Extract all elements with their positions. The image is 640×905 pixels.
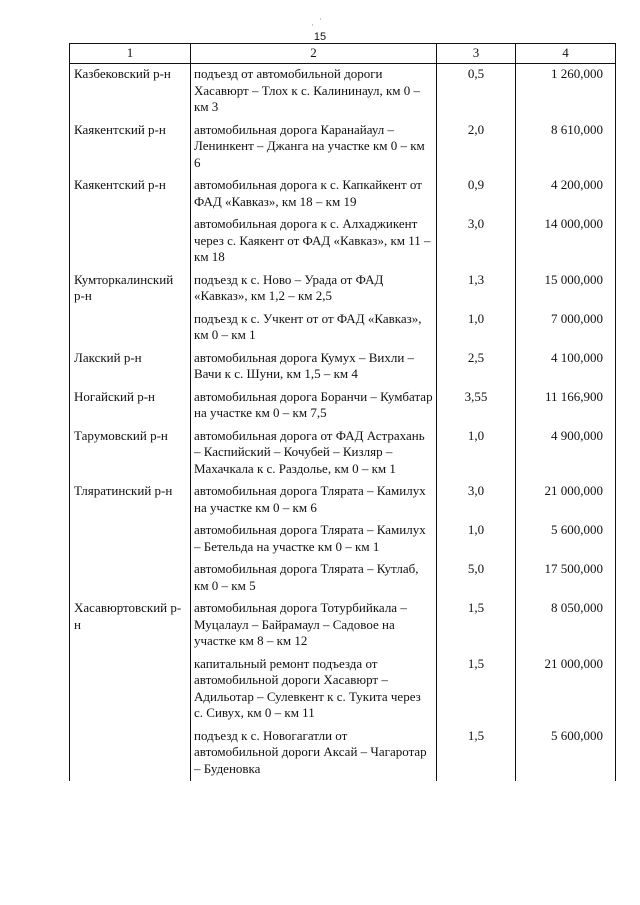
road-cell: автомобильная дорога Боранчи – Кумбатар на участке км 0 – км 7,5 <box>191 387 437 426</box>
table-row <box>70 520 616 559</box>
table-row <box>70 64 616 120</box>
cost-cell: 5 600,000 <box>516 520 616 559</box>
cost-cell: 11 166,900 <box>516 387 616 426</box>
cost-cell: 4 900,000 <box>516 426 616 482</box>
road-cell: автомобильная дорога Тлярата – Камилух – Бетельда на участке км 0 – км 1 <box>191 520 437 559</box>
cost-cell: 7 000,000 <box>516 309 616 348</box>
road-cell: подъезд к с. Учкент от от ФАД «Кавказ», км 0 – км 1 <box>191 309 437 348</box>
length-cell: 0,9 <box>437 175 516 214</box>
road-cell: автомобильная дорога Кумух – Вихли – Вачи к с. Шуни, км 1,5 – км 4 <box>191 348 437 387</box>
length-cell: 2,0 <box>437 120 516 176</box>
road-cell: подъезд к с. Новогагатли от автомобильной дороги Аксай – Чагаротар – Буденовка <box>191 726 437 782</box>
road-cell: автомобильная дорога к с. Алхаджикент через с. Каякент от ФАД «Кавказ», км 11 – км 18 <box>191 214 437 270</box>
cost-cell: 21 000,000 <box>516 481 616 520</box>
district-cell <box>70 309 191 348</box>
scan-speck: · <box>319 14 322 24</box>
district-cell: Тарумовский р-н <box>70 426 191 482</box>
district-cell <box>70 214 191 270</box>
road-cell: автомобильная дорога Тлярата – Кутлаб, км 0 – км 5 <box>191 559 437 598</box>
road-works-table <box>69 43 616 781</box>
road-cell: подъезд от автомобильной дороги Хасавюрт – Тлох к с. Калининаул, км 0 – км 3 <box>191 64 437 120</box>
table-row <box>70 309 616 348</box>
table-row <box>70 120 616 176</box>
column-header-road: 2 <box>191 44 437 64</box>
district-cell: Хасавюртовский р-н <box>70 598 191 654</box>
table-row <box>70 175 616 214</box>
length-cell: 1,0 <box>437 520 516 559</box>
road-cell: автомобильная дорога Каранайаул – Ленинкент – Джанга на участке км 0 – км 6 <box>191 120 437 176</box>
length-cell: 1,5 <box>437 598 516 654</box>
table-header-row <box>70 44 616 64</box>
table-row <box>70 481 616 520</box>
district-cell: Казбековский р-н <box>70 64 191 120</box>
road-cell: автомобильная дорога к с. Капкайкент от ФАД «Кавказ», км 18 – км 19 <box>191 175 437 214</box>
cost-cell: 1 260,000 <box>516 64 616 120</box>
road-cell: автомобильная дорога Тлярата – Камилух на участке км 0 – км 6 <box>191 481 437 520</box>
length-cell: 3,0 <box>437 214 516 270</box>
table-row <box>70 348 616 387</box>
district-cell <box>70 654 191 726</box>
district-cell: Тляратинский р-н <box>70 481 191 520</box>
length-cell: 1,5 <box>437 654 516 726</box>
road-cell: подъезд к с. Ново – Урада от ФАД «Кавказ», км 1,2 – км 2,5 <box>191 270 437 309</box>
cost-cell: 5 600,000 <box>516 726 616 782</box>
road-cell: автомобильная дорога Тотурбийкала – Муцалаул – Байрамаул – Садовое на участке км 8 – км 12 <box>191 598 437 654</box>
length-cell: 1,3 <box>437 270 516 309</box>
length-cell: 1,0 <box>437 309 516 348</box>
cost-cell: 17 500,000 <box>516 559 616 598</box>
length-cell: 2,5 <box>437 348 516 387</box>
scan-speck: · <box>311 20 314 30</box>
cost-cell: 21 000,000 <box>516 654 616 726</box>
district-cell: Кумторкалинский р-н <box>70 270 191 309</box>
cost-cell: 15 000,000 <box>516 270 616 309</box>
table-row <box>70 270 616 309</box>
district-cell <box>70 726 191 782</box>
length-cell: 0,5 <box>437 64 516 120</box>
district-cell <box>70 559 191 598</box>
table-row <box>70 426 616 482</box>
cost-cell: 14 000,000 <box>516 214 616 270</box>
table-row <box>70 214 616 270</box>
cost-cell: 8 610,000 <box>516 120 616 176</box>
road-cell: капитальный ремонт подъезда от автомобильной дороги Хасавюрт – Адильотар – Сулевкент к с. Тукита через с. Сивух, км 0 – км 11 <box>191 654 437 726</box>
district-cell <box>70 520 191 559</box>
table-row <box>70 387 616 426</box>
table-row <box>70 654 616 726</box>
length-cell: 3,55 <box>437 387 516 426</box>
length-cell: 5,0 <box>437 559 516 598</box>
district-cell: Ногайский р-н <box>70 387 191 426</box>
table-row <box>70 559 616 598</box>
column-header-district: 1 <box>70 44 191 64</box>
cost-cell: 4 100,000 <box>516 348 616 387</box>
district-cell: Каякентский р-н <box>70 120 191 176</box>
length-cell: 1,5 <box>437 726 516 782</box>
length-cell: 1,0 <box>437 426 516 482</box>
cost-cell: 4 200,000 <box>516 175 616 214</box>
road-cell: автомобильная дорога от ФАД Астрахань – Каспийский – Кочубей – Кизляр – Махачкала к с. Раздолье, км 0 – км 1 <box>191 426 437 482</box>
page-number: 15 <box>313 31 327 43</box>
length-cell: 3,0 <box>437 481 516 520</box>
cost-cell: 8 050,000 <box>516 598 616 654</box>
column-header-length: 3 <box>437 44 516 64</box>
district-cell: Каякентский р-н <box>70 175 191 214</box>
table-row <box>70 598 616 654</box>
district-cell: Лакский р-н <box>70 348 191 387</box>
table-row <box>70 726 616 782</box>
column-header-cost: 4 <box>516 44 616 64</box>
